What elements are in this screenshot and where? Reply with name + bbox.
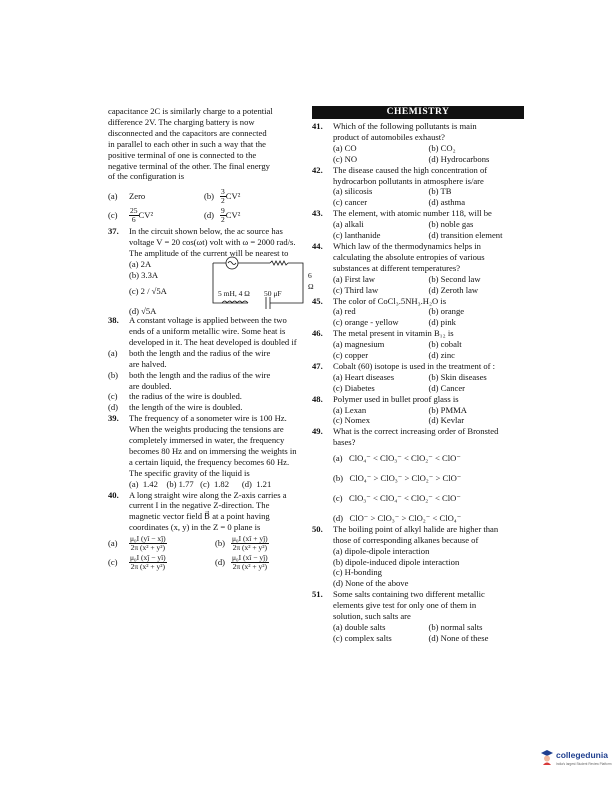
option: (c) NO bbox=[333, 153, 358, 164]
option: (b) Second law bbox=[428, 273, 481, 284]
question-39 bbox=[108, 413, 301, 489]
option: (b) TB bbox=[428, 186, 452, 197]
text-line: Which of the following pollutants is main bbox=[333, 121, 477, 131]
option: (a) 2A bbox=[129, 259, 152, 270]
option: (b) ClO₄⁻ > ClO₃⁻ > ClO₂⁻ > ClO⁻ bbox=[333, 473, 462, 484]
option: (b) dipole-induced dipole interaction bbox=[333, 556, 460, 567]
option: (d) asthma bbox=[428, 197, 466, 208]
option: (a) silicosis bbox=[333, 186, 373, 197]
option-label: (c) bbox=[108, 557, 118, 568]
options-row bbox=[333, 230, 524, 241]
graduate-icon bbox=[540, 749, 554, 765]
fraction bbox=[231, 554, 269, 571]
text-line: of the configuration is bbox=[108, 171, 185, 182]
option: (c) 2 / √5A bbox=[129, 285, 167, 296]
option: (b) normal salts bbox=[428, 621, 483, 632]
option: (a) Heart diseases bbox=[333, 371, 395, 382]
text-line: a certain liquid, the frequency becomes 60 Hz. bbox=[129, 456, 290, 467]
text-line: A constant voltage is applied between the two bbox=[129, 315, 287, 326]
option: (a) CO bbox=[333, 142, 357, 153]
intro-options-row1 bbox=[108, 188, 301, 205]
option: (d) pink bbox=[428, 317, 456, 328]
fraction-den: 2π (x² + y²) bbox=[130, 543, 166, 553]
question-38 bbox=[108, 315, 301, 348]
fraction-num: 9 bbox=[221, 206, 225, 216]
option-text: the radius of the wire is doubled. bbox=[129, 391, 242, 402]
question-49 bbox=[312, 426, 524, 523]
left-column bbox=[108, 106, 314, 573]
option-text: both the length and the radius of the wire bbox=[129, 369, 271, 380]
options-row bbox=[333, 197, 524, 208]
fraction-tail: CV² bbox=[138, 210, 154, 221]
fraction-den: 2π (x² + y²) bbox=[130, 562, 166, 572]
option: (c) complex salts bbox=[333, 632, 392, 643]
option: (c) Nomex bbox=[333, 415, 370, 426]
capacitor-label: 50 μF bbox=[264, 289, 282, 299]
section-heading: CHEMISTRY bbox=[312, 106, 524, 119]
option-d bbox=[204, 207, 290, 224]
text-line: elements give test for only one of them in bbox=[333, 600, 477, 611]
options-row bbox=[333, 350, 524, 361]
text-line: The disease caused the high concentration of bbox=[333, 164, 488, 175]
text-line: Which law of the thermodynamics helps in bbox=[333, 240, 481, 251]
option: (b) 3.3A bbox=[129, 269, 159, 280]
options-row bbox=[333, 306, 524, 317]
option-label: (b) bbox=[215, 538, 226, 549]
text-line: product of automobiles exhaust? bbox=[333, 131, 445, 142]
question-number: 51. bbox=[312, 589, 323, 600]
option: (b) Skin diseases bbox=[428, 371, 487, 382]
question-48 bbox=[312, 394, 524, 427]
intro-text bbox=[108, 106, 301, 182]
text-line: What is the correct increasing order of Bronsted bbox=[333, 426, 499, 437]
option: (d) transition element bbox=[428, 230, 503, 241]
text-line: negative terminal of the other. The final energy bbox=[108, 160, 270, 171]
text-line: capacitance 2C is similarly charge to a potential bbox=[108, 106, 273, 116]
option-label: (a) bbox=[108, 191, 118, 202]
options-row bbox=[333, 415, 524, 426]
options-line: (a) 1.42 (b) 1.77 (c) 1.82 (d) 1.21 bbox=[129, 478, 272, 489]
text-line: difference 2V. The charging battery is now bbox=[108, 116, 255, 127]
text-line: The specific gravity of the liquid is bbox=[129, 467, 250, 478]
text-line: magnetic vector field B⃗ at a point having bbox=[129, 511, 270, 522]
option: (b) CO₂ bbox=[428, 142, 456, 153]
fraction-tail: CV² bbox=[225, 210, 241, 221]
question-40-options-row1 bbox=[108, 535, 301, 552]
option: (c) orange - yellow bbox=[333, 317, 399, 328]
fraction-num: μ₀I (yî − xĵ) bbox=[130, 534, 166, 544]
fraction-den: 2 bbox=[221, 196, 225, 206]
fraction-num: 25 bbox=[130, 206, 138, 216]
option-label: (d) bbox=[215, 557, 226, 568]
option: (c) H-bonding bbox=[333, 567, 382, 578]
option-b bbox=[204, 188, 290, 205]
option-c bbox=[129, 207, 204, 224]
text-line: positive terminal of one is connected to the bbox=[108, 149, 257, 160]
question-number: 50. bbox=[312, 523, 323, 534]
question-number: 44. bbox=[312, 240, 323, 251]
option: (a) double salts bbox=[333, 621, 386, 632]
option: (c) lanthanide bbox=[333, 230, 381, 241]
question-number: 48. bbox=[312, 393, 323, 404]
options-row bbox=[333, 274, 524, 285]
question-41 bbox=[312, 121, 524, 165]
option-label: (b) bbox=[204, 191, 215, 202]
option-b bbox=[215, 535, 301, 552]
option-text: are doubled. bbox=[129, 380, 172, 391]
logo-name: collegedunia bbox=[556, 750, 608, 760]
question-number: 38. bbox=[108, 315, 119, 326]
options-row bbox=[333, 219, 524, 230]
question-47 bbox=[312, 361, 524, 394]
option: (d) None of the above bbox=[333, 578, 409, 589]
options-row bbox=[333, 317, 524, 328]
option: (d) zinc bbox=[428, 350, 455, 361]
question-50 bbox=[312, 524, 524, 589]
text-line: A long straight wire along the Z-axis carries a bbox=[129, 489, 287, 500]
options-row bbox=[333, 143, 524, 154]
fraction bbox=[129, 554, 167, 571]
fraction-num: μ₀I (xĵ − yî) bbox=[130, 553, 166, 563]
option bbox=[108, 348, 301, 370]
options-row bbox=[333, 372, 524, 383]
option: (b) noble gas bbox=[428, 219, 474, 230]
circuit-diagram bbox=[208, 255, 308, 313]
option-label: (d) bbox=[204, 210, 215, 221]
question-number: 46. bbox=[312, 328, 323, 339]
option-label: (a) bbox=[108, 347, 118, 358]
text-line: developed in it. The heat developed is doubled if bbox=[129, 336, 297, 347]
options-row bbox=[333, 622, 524, 633]
text-line: In the circuit shown below, the ac source has bbox=[129, 226, 283, 237]
question-number: 45. bbox=[312, 295, 323, 306]
fraction-num: 3 bbox=[221, 187, 225, 197]
fraction-tail: CV² bbox=[225, 191, 241, 202]
fraction bbox=[129, 207, 139, 224]
option-label: (a) bbox=[108, 538, 118, 549]
right-column bbox=[312, 106, 524, 644]
text-line: Some salts containing two different metallic bbox=[333, 589, 485, 600]
option: (a) First law bbox=[333, 273, 376, 284]
intro-options-row2 bbox=[108, 207, 301, 224]
option: (a) red bbox=[333, 306, 356, 317]
options-row bbox=[333, 285, 524, 296]
option bbox=[108, 370, 301, 392]
options-row bbox=[333, 154, 524, 165]
option: (d) Hydrocarbons bbox=[428, 153, 490, 164]
text-line: The frequency of a sonometer wire is 100 Hz. bbox=[129, 413, 287, 424]
resistor-label: 6 Ω bbox=[308, 271, 314, 291]
text-line: disconnected and the capacitors are connected bbox=[108, 127, 267, 138]
option-d bbox=[215, 554, 301, 571]
option-text: the length of the wire is doubled. bbox=[129, 402, 243, 413]
fraction-den: 2π (x² + y²) bbox=[232, 562, 268, 572]
question-44 bbox=[312, 241, 524, 296]
option: (b) PMMA bbox=[428, 404, 467, 415]
question-number: 42. bbox=[312, 164, 323, 175]
option-label: (c) bbox=[108, 391, 118, 402]
option: (a) magnesium bbox=[333, 339, 385, 350]
option: (c) ClO₃⁻ < ClO₄⁻ < ClO₂⁻ < ClO⁻ bbox=[333, 493, 461, 503]
question-number: 47. bbox=[312, 360, 323, 371]
question-40 bbox=[108, 490, 301, 534]
text-line: The boiling point of alkyl halide are higher than bbox=[333, 523, 499, 534]
text-line: bases? bbox=[333, 437, 356, 448]
fraction bbox=[231, 535, 269, 552]
text-line: The metal present in vitamin B₁₂ is bbox=[333, 328, 454, 339]
question-45 bbox=[312, 296, 524, 329]
text-line: When the weights producing the tensions are bbox=[129, 424, 284, 435]
fraction-num: μ₀I (xî − yĵ) bbox=[232, 553, 268, 563]
question-46 bbox=[312, 328, 524, 361]
option-text: are halved. bbox=[129, 358, 167, 369]
option: (b) orange bbox=[428, 306, 465, 317]
option: (c) Third law bbox=[333, 284, 379, 295]
text-line: Polymer used in bullet proof glass is bbox=[333, 393, 459, 404]
question-42 bbox=[312, 165, 524, 209]
fraction-den: 2π (x² + y²) bbox=[232, 543, 268, 553]
question-40-options-row2 bbox=[108, 554, 301, 571]
question-number: 40. bbox=[108, 489, 119, 500]
option-a bbox=[129, 535, 215, 552]
option-label: (c) bbox=[108, 210, 118, 221]
text-line: in parallel to each other in such a way that the bbox=[108, 138, 266, 149]
option bbox=[108, 402, 301, 413]
text-line: The color of CoCl₃.5NH₃.H₂O is bbox=[333, 295, 447, 306]
question-43 bbox=[312, 208, 524, 241]
text-line: current I in the negative Z-direction. The bbox=[129, 500, 270, 511]
option-label: (b) bbox=[108, 369, 119, 380]
options-row bbox=[333, 186, 524, 197]
text-line: calculating the absolute entropies of various bbox=[333, 251, 485, 262]
text-line: hydrocarbon pollutants in atmosphere is/are bbox=[333, 175, 484, 186]
text-line: ends of a uniform metallic wire. Some heat is bbox=[129, 325, 286, 336]
fraction-den: 2 bbox=[221, 215, 225, 225]
option-label: (d) bbox=[108, 402, 119, 413]
text-line: solution, such salts are bbox=[333, 611, 411, 622]
text-line: The element, with atomic number 118, will be bbox=[333, 208, 492, 219]
option-c bbox=[129, 554, 215, 571]
option: (c) cancer bbox=[333, 197, 368, 208]
options-row bbox=[333, 405, 524, 416]
text-line: Cobalt (60) isotope is used in the treatment of : bbox=[333, 360, 496, 371]
fraction-num: μ₀I (xî + yĵ) bbox=[232, 534, 268, 544]
ac-wave bbox=[228, 262, 236, 265]
options-row bbox=[333, 633, 524, 644]
option: (a) Lexan bbox=[333, 404, 367, 415]
options-row bbox=[333, 339, 524, 350]
option: (d) Zeroth law bbox=[428, 284, 479, 295]
option: (d) Cancer bbox=[428, 382, 466, 393]
option-a: Zero bbox=[129, 191, 146, 202]
options-row bbox=[333, 383, 524, 394]
text-line: coordinates (x, y) in the Z = 0 plane is bbox=[129, 522, 261, 533]
collegedunia-logo[interactable] bbox=[540, 747, 610, 777]
fraction bbox=[129, 535, 167, 552]
option: (d) ClO⁻ > ClO₃⁻ > ClO₂⁻ < ClO₄⁻ bbox=[333, 512, 462, 523]
text-line: voltage V = 20 cos(ωt) volt with ω = 2000 rad/s. bbox=[129, 237, 296, 248]
question-number: 39. bbox=[108, 413, 119, 424]
option: (a) ClO₄⁻ < ClO₃⁻ < ClO₂⁻ < ClO⁻ bbox=[333, 453, 461, 464]
option: (d) None of these bbox=[428, 632, 489, 643]
text-line: becomes 80 Hz and on immersing the weights in bbox=[129, 445, 297, 456]
question-37-options-circuit bbox=[108, 259, 314, 316]
option: (d) √5A bbox=[129, 305, 157, 316]
option bbox=[108, 391, 301, 402]
option-text: both the length and the radius of the wire bbox=[129, 347, 271, 358]
option: (d) Kevlar bbox=[428, 415, 465, 426]
text-line: those of corresponding alkanes because of bbox=[333, 534, 479, 545]
text-line: completely immersed in water, the frequency bbox=[129, 435, 285, 446]
question-51 bbox=[312, 589, 524, 644]
question-number: 43. bbox=[312, 208, 323, 219]
logo-tagline: India's largest Student Review Platform bbox=[556, 762, 612, 766]
option: (b) cobalt bbox=[428, 339, 462, 350]
question-number: 41. bbox=[312, 121, 323, 131]
fraction-den: 6 bbox=[131, 215, 136, 225]
text-line: The amplitude of the current will be nearest to bbox=[129, 248, 289, 259]
option: (c) Diabetes bbox=[333, 382, 375, 393]
question-38-options bbox=[108, 348, 301, 413]
question-number: 49. bbox=[312, 426, 323, 437]
option: (c) copper bbox=[333, 350, 369, 361]
text-line: substances at different temperatures? bbox=[333, 262, 461, 273]
option: (a) alkali bbox=[333, 219, 364, 230]
question-number: 37. bbox=[108, 226, 119, 237]
resistor-icon bbox=[270, 261, 288, 265]
inductor-label: 5 mH, 4 Ω bbox=[218, 289, 250, 299]
option: (a) dipole-dipole interaction bbox=[333, 545, 430, 556]
